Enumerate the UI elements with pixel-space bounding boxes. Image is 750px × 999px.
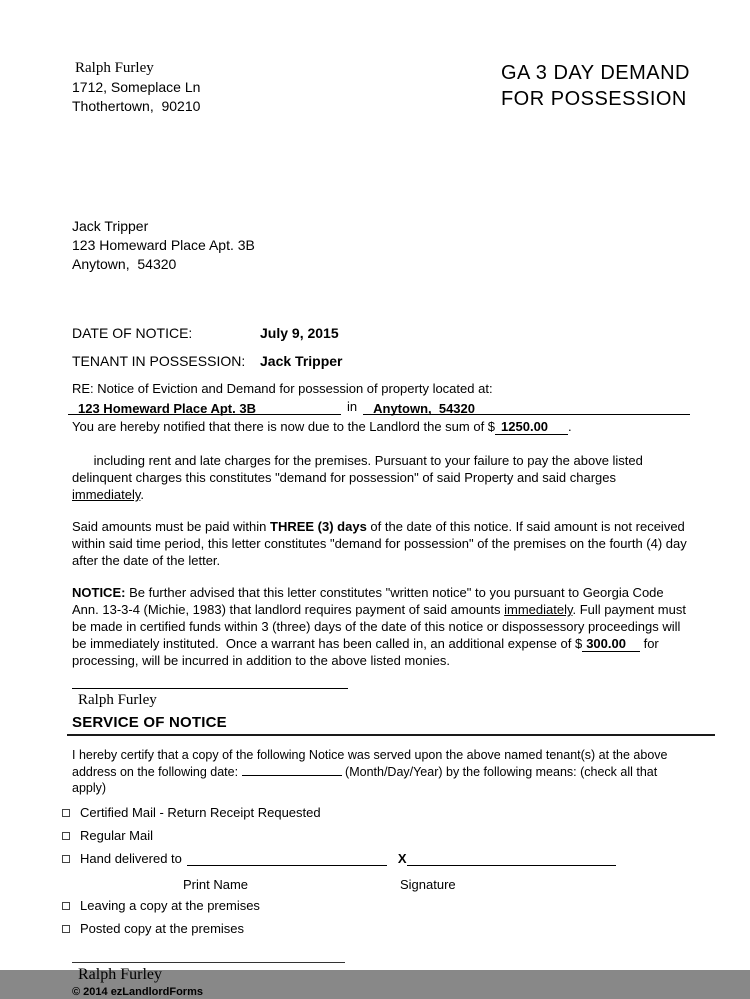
footer-signature-line (72, 962, 345, 963)
tenant-in-possession-row (72, 352, 690, 370)
checkbox-row-hand-delivered (62, 852, 690, 866)
tenant-address-block (72, 217, 690, 274)
landlord-address-line1: 1712, Someplace Ln (72, 79, 201, 95)
landlord-signature-block (72, 688, 690, 711)
header (72, 58, 690, 116)
print-name-blank[interactable] (187, 853, 387, 866)
notice-text-2: . Full payment must be made in certified funds within 3 (three) days of the date of this notice or dispossessory proceedings will be immediately instituted. Once a warrant has been called in, an additional expense of $ (72, 602, 690, 651)
checkbox-icon[interactable] (62, 925, 70, 933)
processing-fee-blank[interactable]: 300.00 (582, 636, 640, 652)
notice-immediately: immediately (504, 602, 573, 617)
cert-text-2: (Month/Day/Year) by the following means: (check all that apply) (72, 765, 661, 795)
section-divider (67, 734, 715, 736)
service-method-checklist (62, 806, 690, 936)
p2-three-days: THREE (3) days (270, 519, 367, 534)
x-mark: X (397, 851, 407, 866)
checkbox-label: Leaving a copy at the premises (80, 898, 260, 913)
tenant-in-possession-label: TENANT IN POSSESSION: (72, 353, 246, 369)
checkbox-row-certified-mail (62, 806, 690, 820)
property-city-blank[interactable]: Anytown, 54320 (363, 400, 690, 415)
checkbox-label: Posted copy at the premises (80, 921, 245, 936)
footer (72, 962, 690, 999)
checkbox-icon[interactable] (62, 809, 70, 817)
p1-text: You are hereby notified that there is now due to the Landlord the sum of $ (72, 419, 496, 434)
landlord-signature-line[interactable] (72, 688, 348, 689)
p2-text: Said amounts must be paid within (72, 519, 270, 534)
landlord-address-block (72, 58, 200, 116)
checkbox-label: Hand delivered to (80, 851, 182, 866)
p2-rest: of the date of this notice. If said amount is not received within said time period, this letter constitutes "demand for possession" of the premises on the fourth (4) day after the date of the letter. (72, 519, 691, 568)
property-address-row (68, 398, 690, 415)
paragraph-amount-due (72, 418, 690, 503)
document-title-line2: FOR POSSESSION (500, 88, 687, 110)
re-line: RE: Notice of Eviction and Demand for possession of property located at: (72, 381, 493, 396)
document-title (501, 60, 690, 112)
tenant-name: Jack Tripper (72, 218, 149, 234)
property-address-blank[interactable]: 123 Homeward Place Apt. 3B (68, 400, 341, 415)
p1-end: . (140, 487, 145, 502)
notice-text-1: Be further advised that this letter constitutes "written notice" to you pursuant to Georgia Code Ann. 13-3-4 (Michie, 1983) that landlord requires payment of said amounts (72, 585, 667, 617)
checkbox-icon[interactable] (62, 902, 70, 910)
notice-meta (72, 324, 690, 370)
notice-text-3: for processing, will be incurred in addition to the above listed monies. (72, 636, 663, 668)
p1-immediately: immediately (72, 487, 141, 502)
service-of-notice-section (72, 713, 690, 936)
print-name-label: Print Name (183, 877, 249, 892)
paragraph-three-days (72, 518, 690, 569)
tenant-in-possession-value: Jack Tripper (260, 353, 343, 369)
hand-delivered-sublabels (62, 875, 690, 892)
landlord-name: Ralph Furley (75, 60, 154, 76)
checkbox-row-leaving-copy (62, 899, 690, 913)
landlord-signature-name: Ralph Furley (78, 692, 157, 708)
amount-due-blank[interactable]: 1250.00 (495, 419, 568, 435)
in-word: in (347, 399, 358, 414)
paragraph-notice (72, 584, 690, 669)
footer-landlord-name: Ralph Furley (78, 966, 162, 983)
checkbox-label: Certified Mail - Return Receipt Requested (80, 805, 321, 820)
checkbox-icon[interactable] (62, 855, 70, 863)
service-date-blank[interactable] (242, 763, 342, 776)
date-of-notice-value: July 9, 2015 (260, 325, 339, 341)
signature-blank[interactable] (407, 853, 616, 866)
checkbox-icon[interactable] (62, 832, 70, 840)
notice-label: NOTICE: (72, 585, 126, 600)
checkbox-row-posted-copy (62, 922, 690, 936)
landlord-address-line2: Thothertown, 90210 (72, 98, 201, 114)
tenant-address-line2: Anytown, 54320 (72, 256, 177, 272)
date-of-notice-row (72, 324, 690, 342)
signature-label: Signature (400, 877, 456, 892)
p1-continuation: including rent and late charges for the premises. Pursuant to your failure to pay the above listed delinquent charges this constitutes "demand for possession" of said Property and said charges (72, 453, 647, 485)
copyright-notice: © 2014 ezLandlordForms (72, 986, 203, 998)
re-section (72, 380, 690, 669)
service-of-notice-heading: SERVICE OF NOTICE (72, 714, 227, 731)
date-of-notice-label: DATE OF NOTICE: (72, 325, 193, 341)
checkbox-row-regular-mail (62, 829, 690, 843)
certification-paragraph (72, 747, 690, 796)
cert-text-1: I hereby certify that a copy of the following Notice was served upon the above named tenant(s) at the above address on the following date: (72, 748, 671, 779)
p1-period: . (568, 419, 572, 434)
tenant-address-line1: 123 Homeward Place Apt. 3B (72, 237, 255, 253)
document-title-line1: GA 3 DAY DEMAND (500, 62, 690, 84)
checkbox-label: Regular Mail (80, 828, 153, 843)
